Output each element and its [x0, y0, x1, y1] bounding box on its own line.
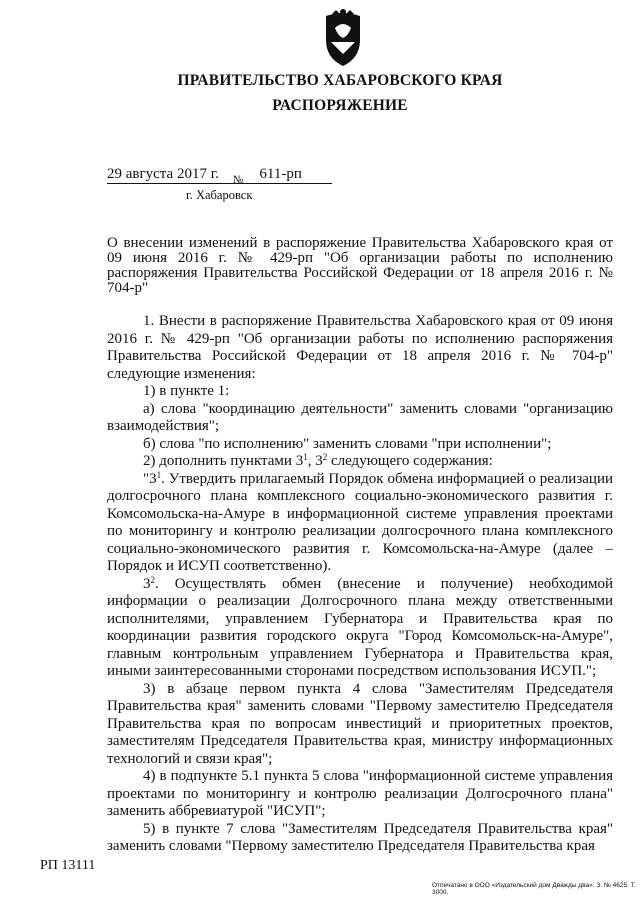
document-city: г. Хабаровск — [186, 188, 253, 202]
superscript: 2 — [322, 452, 328, 462]
paragraph — [107, 471, 613, 576]
document-code: РП 13111 — [40, 858, 96, 873]
coat-of-arms-icon — [318, 8, 368, 68]
paragraph: 1. Внести в распоряжение Правительства Хабаровского края от 09 июня 2016 г. № 429-рп "Об организации работы по исполнению распоряжения Правительства Российской Федерации от 18 апреля 2016 г. № 704-р" следующие изменения: — [107, 313, 613, 382]
paragraph: 5) в пункте 7 слова "Заместителям Председателя Правительства края" заменить словами "Первому заместителю Председателя Правительства края — [107, 820, 613, 854]
document-title: О внесении изменений в распоряжение Правительства Хабаровского края от 09 июня 2016 г. № 429-рп "Об организации работы по исполнению распоряжения Правительства Российской Федерации от 18 апреля 2016 г. № 704-р" — [107, 235, 613, 296]
document-body — [107, 313, 613, 856]
document-number: 611-рп — [259, 166, 302, 182]
paragraph — [107, 576, 613, 681]
text-run: "3 — [143, 470, 157, 487]
paragraph: а) слова "координацию деятельности" заменить словами "организацию взаимодействия"; — [107, 400, 613, 434]
superscript: 1 — [303, 452, 308, 462]
paragraph: 1) в пункте 1: — [143, 383, 230, 399]
paragraph: б) слова "по исполнению" заменить словами "при исполнении"; — [143, 435, 552, 452]
text-run: 2) дополнить пунктами 3 — [143, 453, 304, 469]
text-run: , 3 — [307, 453, 323, 469]
text-run: 3 — [143, 575, 151, 592]
document-date: 29 августа 2017 г. — [107, 166, 219, 182]
text-run: следующего содержания: — [327, 453, 493, 469]
paragraph: 3) в абзаце первом пункта 4 слова "Заместителям Председателя Правительства края" заменить словами "Первому заместителю Председателя Правительства края по вопросам инвестиций и приоритетных проектов, заместителям Председателя Правительства края, министру информационных технологий и связи края"; — [107, 680, 613, 767]
date-underline — [107, 183, 332, 184]
paragraph: 4) в подпункте 5.1 пункта 5 слова "информационной системе управления проектами по мониторингу и контролю реализации Долгосрочного плана" заменить аббревиатурой "ИСУП"; — [107, 768, 613, 819]
number-sign: № — [232, 174, 244, 186]
document-type: РАСПОРЯЖЕНИЕ — [272, 97, 408, 114]
superscript: 2 — [150, 574, 155, 585]
paragraph — [107, 453, 613, 471]
organization-name: ПРАВИТЕЛЬСТВО ХАБАРОВСКОГО КРАЯ — [177, 72, 503, 89]
printer-note: Отпечатано в ООО «Издательский дом Дважды два». З. № 4625. Т. 3000. — [432, 882, 636, 896]
text-run: . Осуществлять обмен (внесение и получение) необходимой информации о реализации Долгосрочного плана между ответственными исполнителями, управлением Губернатора и Правительства края по координации развития городского округа "Город Комсомольск-на-Амуре", главным контрольным управлением Губернатора и Правительства края, иными заинтересованными сторонами посредством использования ИСУП."; — [107, 575, 613, 679]
superscript: 1 — [156, 469, 162, 480]
text-run: . Утвердить прилагаемый Порядок обмена информацией о реализации долгосрочного плана комплексного социально-экономического развития г. Комсомольска-на-Амуре в информационной системе управления проектами по мониторингу и контролю реализации долгосрочного плана комплексного социально-экономического развития г. Комсомольска-на-Амуре (далее – Порядок и ИСУП соответственно). — [107, 470, 613, 574]
